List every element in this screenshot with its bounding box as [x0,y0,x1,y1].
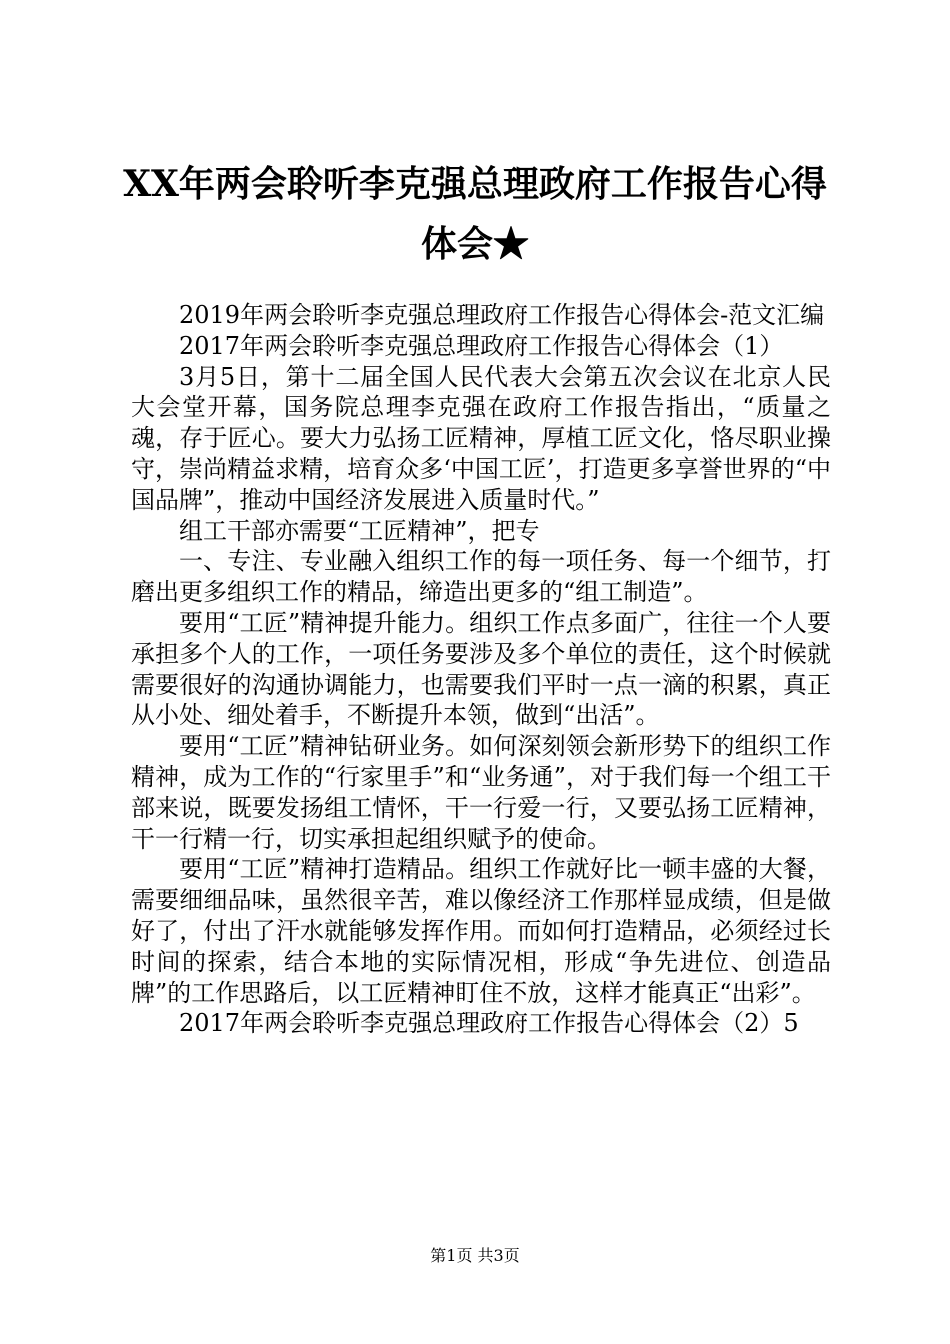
paragraph: 一、专注、专业融入组织工作的每一项任务、每一个细节，打磨出更多组织工作的精品，缔造出更多的“组工制造”。 [131,547,831,607]
paragraph: 3月5日，第十二届全国人民代表大会第五次会议在北京人民大会堂开幕，国务院总理李克强在政府工作报告指出，“质量之魂，存于匠心。要大力弘扬工匠精神，厚植工匠文化，恪尽职业操守，崇尚精益求精，培育众多‘中国工匠’，打造更多享誉世界的“中国品牌”，推动中国经济发展进入质量时代。” [131,362,831,514]
paragraph: 要用“工匠”精神提升能力。组织工作点多面广，往往一个人要承担多个人的工作，一项任务要涉及多个单位的责任，这个时候就需要很好的沟通协调能力，也需要我们平时一点一滴的积累，真正从小处、细处着手，不断提升本领，做到“出活”。 [131,608,831,730]
document-title-line-1: XX年两会聆听李克强总理政府工作报告心得 [123,163,827,205]
paragraph: 组工干部亦需要“工匠精神”，把专 [179,516,540,545]
paragraph: 要用“工匠”精神打造精品。组织工作就好比一顿丰盛的大餐，需要细细品味，虽然很辛苦，难以像经济工作那样显成绩，但是做好了，付出了汗水就能够发挥作用。而如何打造精品，必须经过长时间的探索，结合本地的实际情况相，形成“争先进位、创造品牌”的工作思路后，以工匠精神盯住不放，这样才能真正“出彩”。 [131,855,831,1007]
page-footer: 第1页 共3页 [430,1246,520,1265]
document-body [131,300,831,1039]
document-title-line-2: 体会★ [420,223,529,265]
paragraph: 要用“工匠”精神钻研业务。如何深刻领会新形势下的组织工作精神，成为工作的“行家里手”和“业务通”，对于我们每一个组工干部来说，既要发扬组工情怀，干一行爱一行，又要弘扬工匠精神，干一行精一行，切实承担起组织赋予的使命。 [131,732,831,853]
paragraph: 2017年两会聆听李克强总理政府工作报告心得体会（2）5 [179,1009,799,1038]
paragraph: 2017年两会聆听李克强总理政府工作报告心得体会（1） [179,331,784,360]
paragraph: 2019年两会聆听李克强总理政府工作报告心得体会-范文汇编 [179,301,825,329]
